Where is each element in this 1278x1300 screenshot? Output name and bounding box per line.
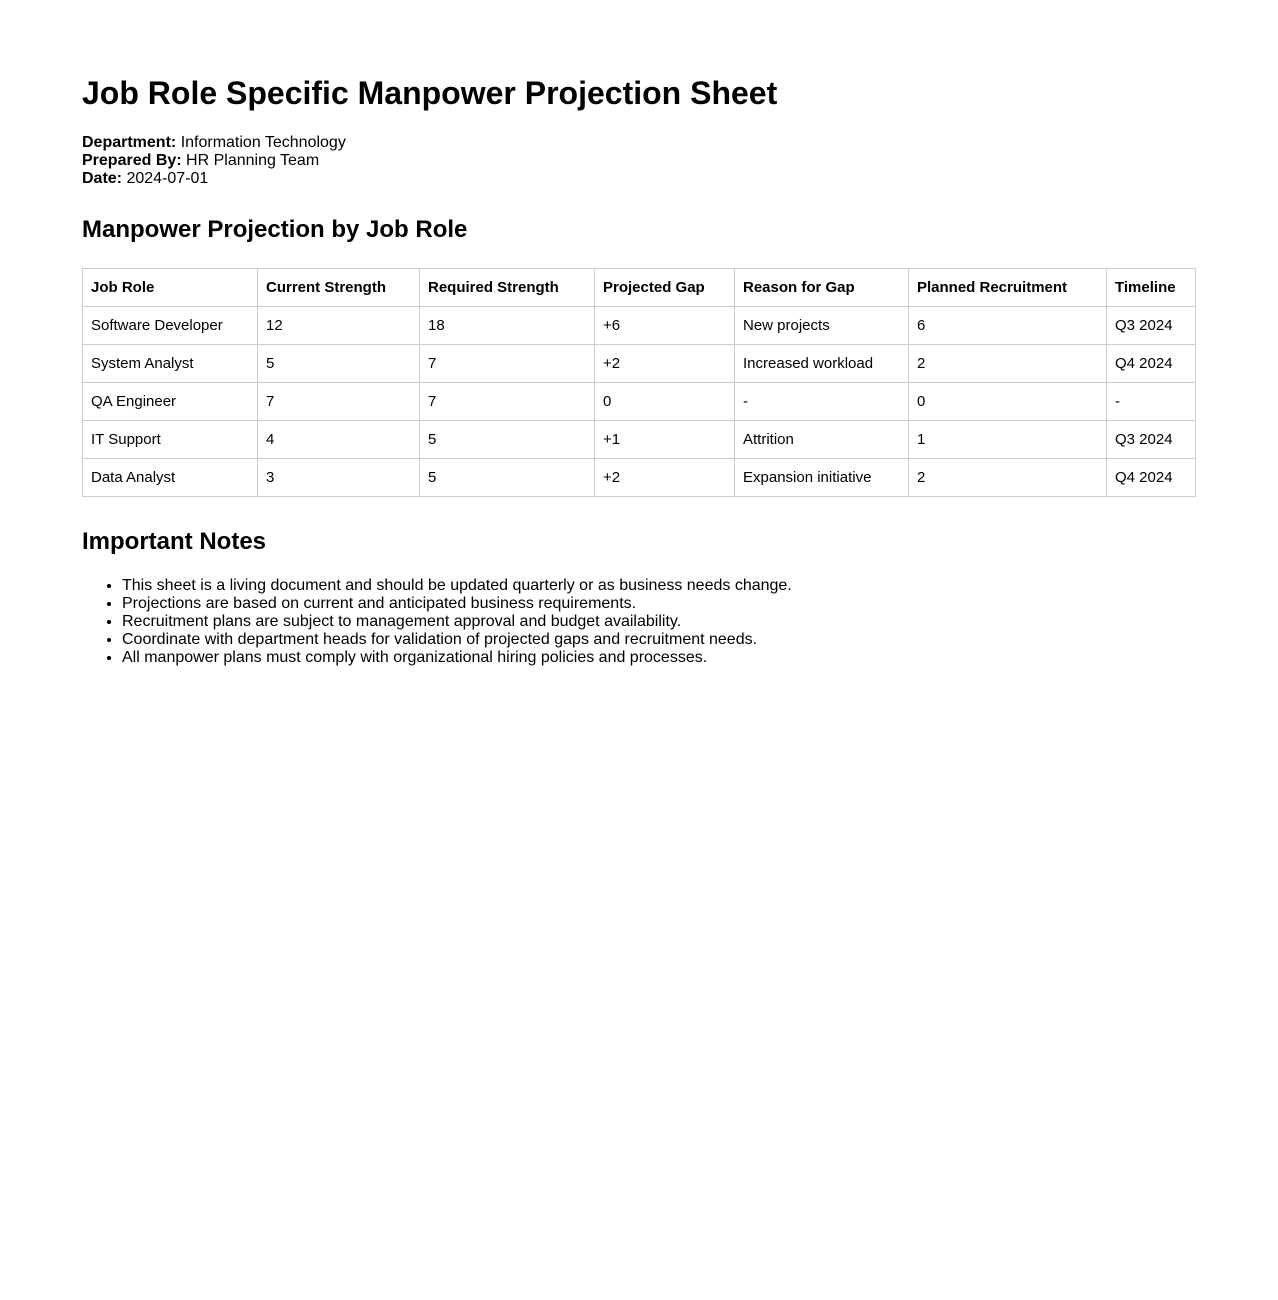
cell-projected-gap: +1 <box>595 421 735 459</box>
cell-required-strength: 7 <box>420 345 595 383</box>
page-title: Job Role Specific Manpower Projection Sheet <box>82 75 778 111</box>
table-header-row <box>83 269 1196 307</box>
list-item: • Projections are based on current and anticipated business requirements. <box>122 595 1196 613</box>
column-header-projected-gap: Projected Gap <box>595 269 735 307</box>
cell-current-strength: 7 <box>258 383 420 421</box>
cell-current-strength: 3 <box>258 459 420 497</box>
cell-timeline: Q4 2024 <box>1107 345 1196 383</box>
list-item: • Recruitment plans are subject to management approval and budget availability. <box>122 613 1196 631</box>
cell-required-strength: 5 <box>420 421 595 459</box>
cell-planned-recruitment: 6 <box>909 307 1107 345</box>
department-label: Department: <box>82 134 177 151</box>
prepared-by-value: HR Planning Team <box>186 152 320 169</box>
table-row <box>83 345 1196 383</box>
cell-projected-gap: +2 <box>595 345 735 383</box>
cell-reason-for-gap: Expansion initiative <box>735 459 909 497</box>
cell-job-role: IT Support <box>83 421 258 459</box>
table-row <box>83 421 1196 459</box>
notes-heading: Important Notes <box>82 528 267 555</box>
cell-planned-recruitment: 2 <box>909 345 1107 383</box>
cell-timeline: Q3 2024 <box>1107 421 1196 459</box>
cell-timeline: - <box>1107 383 1196 421</box>
cell-timeline: Q4 2024 <box>1107 459 1196 497</box>
cell-required-strength: 7 <box>420 383 595 421</box>
cell-job-role: System Analyst <box>83 345 258 383</box>
table-row <box>83 383 1196 421</box>
cell-planned-recruitment: 2 <box>909 459 1107 497</box>
cell-job-role: Data Analyst <box>83 459 258 497</box>
cell-required-strength: 18 <box>420 307 595 345</box>
column-header-timeline: Timeline <box>1107 269 1196 307</box>
date-value: 2024-07-01 <box>126 170 209 187</box>
date-label: Date: <box>82 170 123 187</box>
department-line <box>82 134 1196 152</box>
list-item: • Coordinate with department heads for validation of projected gaps and recruitment needs. <box>122 631 1196 649</box>
projection-heading: Manpower Projection by Job Role <box>82 216 468 243</box>
cell-planned-recruitment: 0 <box>909 383 1107 421</box>
list-item: • This sheet is a living document and should be updated quarterly or as business needs change. <box>122 577 1196 595</box>
cell-timeline: Q3 2024 <box>1107 307 1196 345</box>
cell-reason-for-gap: - <box>735 383 909 421</box>
cell-reason-for-gap: New projects <box>735 307 909 345</box>
cell-job-role: Software Developer <box>83 307 258 345</box>
date-line <box>82 170 1196 188</box>
cell-required-strength: 5 <box>420 459 595 497</box>
prepared-by-line <box>82 152 1196 170</box>
column-header-required-strength: Required Strength <box>420 269 595 307</box>
notes-list <box>82 577 1196 667</box>
prepared-by-label: Prepared By: <box>82 152 182 169</box>
cell-planned-recruitment: 1 <box>909 421 1107 459</box>
document-meta <box>82 134 1196 188</box>
cell-current-strength: 5 <box>258 345 420 383</box>
cell-projected-gap: 0 <box>595 383 735 421</box>
projection-table <box>82 268 1196 497</box>
cell-reason-for-gap: Attrition <box>735 421 909 459</box>
column-header-reason-for-gap: Reason for Gap <box>735 269 909 307</box>
cell-projected-gap: +6 <box>595 307 735 345</box>
cell-current-strength: 12 <box>258 307 420 345</box>
cell-job-role: QA Engineer <box>83 383 258 421</box>
column-header-current-strength: Current Strength <box>258 269 420 307</box>
table-row <box>83 307 1196 345</box>
list-item: • All manpower plans must comply with organizational hiring policies and processes. <box>122 649 1196 667</box>
table-row <box>83 459 1196 497</box>
cell-projected-gap: +2 <box>595 459 735 497</box>
cell-current-strength: 4 <box>258 421 420 459</box>
cell-reason-for-gap: Increased workload <box>735 345 909 383</box>
column-header-job-role: Job Role <box>83 269 258 307</box>
column-header-planned-recruitment: Planned Recruitment <box>909 269 1107 307</box>
department-value: Information Technology <box>180 134 346 151</box>
